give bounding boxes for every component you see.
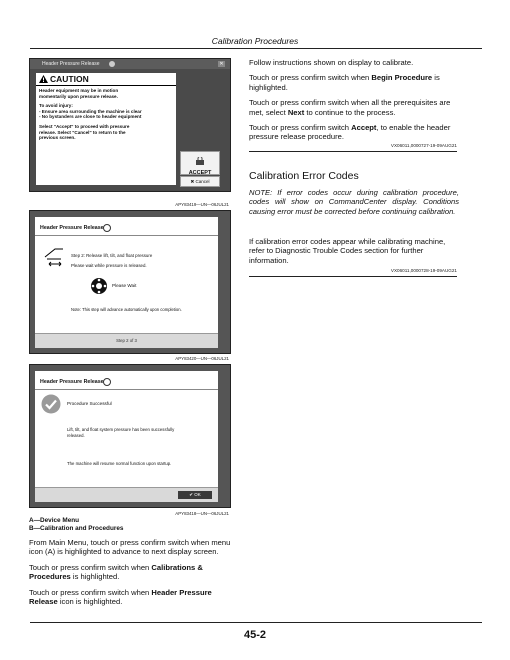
reference-code: VX06011,0000727-19-09AUG21 [390,143,457,148]
info-icon[interactable] [109,61,115,67]
step-indicator: Step 2 of 3 [35,333,218,348]
close-icon[interactable]: ✕ [219,61,224,67]
footer-bar [35,487,218,502]
resume-message: The machine will resume normal function upon startup. [67,461,172,466]
caution-line: To avoid injury: [39,103,73,109]
caution-heading [36,73,176,86]
ok-label: OK [194,492,201,497]
screenshot-please-wait [29,210,231,354]
legend-item-b: B—Calibration and Procedures [29,524,124,532]
divider [35,389,218,390]
screen-title: Header Pressure Release [40,379,104,385]
cancel-button[interactable] [180,176,220,187]
accept-button[interactable] [180,151,220,175]
left-body-text [29,538,234,606]
step-text: Step 2: Release lift, tilt, and float pressure [71,253,153,258]
caution-text [39,88,142,141]
success-panel [35,371,218,501]
right-body-text [249,58,459,142]
info-icon[interactable] [103,224,111,232]
accept-label: ACCEPT [188,170,212,176]
wait-panel [35,217,218,347]
screen-title: Header Pressure Release [40,225,104,231]
screen-title: Header Pressure Release [42,61,100,67]
message-line: released. [67,433,85,438]
paragraph: Touch or press confirm switch when all the prerequisites are met, select Next to continue to the process. [249,98,451,117]
caution-line: release. Select "Cancel" to return to the [39,129,126,135]
please-wait-label: Please Wait [112,283,137,288]
screenshot-caution [29,58,231,192]
paragraph: Follow instructions shown on display to calibrate. [249,58,414,67]
caution-line: - Ensure area surrounding the machine is clear [39,108,142,114]
lock-icon [195,157,205,165]
info-icon[interactable] [103,378,111,386]
caution-line: Header equipment may be in motion [39,88,119,93]
caution-line: previous screen. [39,135,76,141]
footer-rule [30,622,482,623]
section-rule [249,151,457,152]
success-message [67,427,174,439]
section-rule [249,276,457,277]
caution-line: momentarily upon pressure release. [39,93,118,99]
legend-item-a: A—Device Menu [29,517,80,524]
header-rule [30,48,482,49]
x-icon: ✖ [190,179,196,184]
warning-icon [39,75,48,83]
header-tilt-icon [43,247,65,269]
running-header: Calibration Procedures [211,36,299,46]
paragraph: Touch or press confirm switch when Calibrations & Procedures is highlighted. [29,562,203,582]
caution-label: CAUTION [50,74,89,84]
paragraph: If calibration error codes appear while calibrating machine, refer to Diagnostic Trouble Codes section for further information. [249,237,446,265]
caution-panel [36,73,176,185]
section-title: Calibration Error Codes [249,170,359,182]
paragraph: From Main Menu, touch or press confirm switch when menu icon (A) is highlighted to advance to next display screen. [29,538,231,557]
paragraph: Touch or press confirm switch Accept, to enable the header pressure release procedure. [249,123,451,142]
wait-message: Please wait while pressure is released. [71,263,147,268]
spinner-icon [90,277,108,295]
screenshot-success [29,364,231,508]
note-text: Note: This step will advance automatically upon completion. [71,307,182,312]
checkmark-icon [41,394,61,414]
caution-line: Select "Accept" to proceed with pressure [39,123,130,129]
page-number: 45-2 [243,629,267,641]
ok-button[interactable] [178,491,212,499]
reference-code: VX06011,0000728-19-09AUG21 [390,268,457,273]
message-line: Lift, tilt, and float system pressure has been successfully [67,427,175,432]
note-text: NOTE: If error codes occur during calibration procedure, codes will show on CommandCenter display. Conditions causing error must be corrected before continuing calibration. [249,188,459,216]
success-title: Procedure Successful [67,401,112,406]
figure-legend [29,517,123,532]
title-bar [30,59,230,69]
figure-caption: APY83420—UN—06JUL21 [175,356,229,361]
cancel-label: Cancel [195,179,210,184]
paragraph: Touch or press confirm switch when Header Pressure Release icon is highlighted. [29,587,212,607]
figure-caption: APY83418—UN—06JUL21 [175,511,229,516]
figure-caption: APY83419—UN—06JUL21 [175,202,229,207]
caution-line: - No bystanders are close to header equipment [39,114,142,120]
check-icon: ✔ [189,492,195,497]
paragraph: Touch or press confirm switch when Begin Procedure is highlighted. [249,73,440,92]
divider [35,235,218,236]
